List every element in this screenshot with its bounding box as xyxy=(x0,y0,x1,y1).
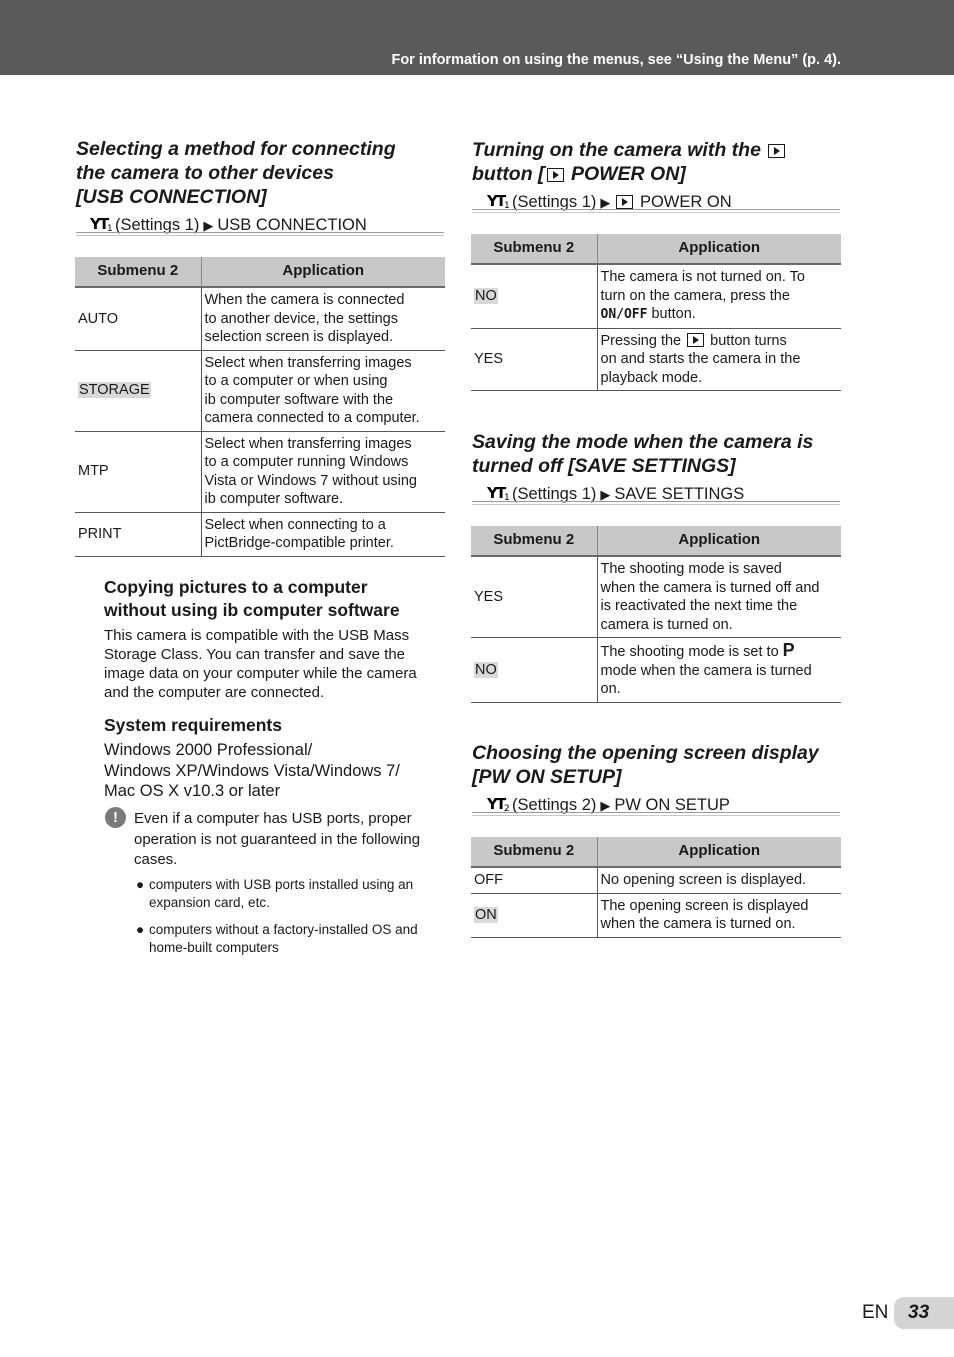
svg-text:Y: Y xyxy=(487,484,498,501)
section-rule xyxy=(472,209,840,213)
svg-text:1: 1 xyxy=(504,201,509,209)
table-header-row xyxy=(471,234,841,264)
table-row xyxy=(75,350,445,431)
language-label: EN xyxy=(862,1302,889,1323)
submenu-option[interactable]: PRINT xyxy=(75,512,201,556)
svg-text:T: T xyxy=(496,192,507,209)
system-requirements-heading: System requirements xyxy=(104,715,282,735)
table-header-row xyxy=(75,257,445,287)
submenu-option[interactable]: MTP xyxy=(75,431,201,512)
save-menu-path: Y T 1 (Settings 1) ▶ SAVE SETTINGS xyxy=(487,484,744,506)
table-row xyxy=(75,431,445,512)
usb-connection-table xyxy=(75,257,445,557)
option-description: Pressing the button turns on and starts the camera in the playback mode. xyxy=(597,328,841,391)
table-row xyxy=(471,638,841,703)
table-header-row xyxy=(471,837,841,867)
section-rule xyxy=(76,232,444,236)
option-description: Select when connecting to a PictBridge-compatible printer. xyxy=(201,512,445,556)
submenu-option[interactable]: AUTO xyxy=(75,287,201,350)
svg-text:T: T xyxy=(496,795,507,812)
save-settings-title: Saving the mode when the camera is turned off [SAVE SETTINGS] xyxy=(472,431,814,477)
submenu-option[interactable]: STORAGE xyxy=(75,350,201,431)
option-description: Select when transferring images to a computer or when using ib computer software with the camera connected to a computer. xyxy=(201,350,445,431)
list-item: ● computers without a factory-installed OS and home-built computers xyxy=(136,922,418,955)
pw-on-setup-title: Choosing the opening screen display [PW ON SETUP] xyxy=(472,742,819,788)
svg-text:T: T xyxy=(99,215,110,232)
column-header: Application xyxy=(597,837,841,867)
table-row xyxy=(471,328,841,391)
list-item: ● computers with USB ports installed using an expansion card, etc. xyxy=(136,877,414,910)
svg-text:Y: Y xyxy=(487,192,498,209)
submenu-option[interactable]: NO xyxy=(471,638,597,703)
playback-button-icon xyxy=(616,195,633,209)
submenu-option[interactable]: NO xyxy=(471,264,597,328)
program-mode-icon: P xyxy=(782,640,795,660)
svg-text:Y: Y xyxy=(487,795,498,812)
system-requirements-list: Windows 2000 Professional/ Windows XP/Windows Vista/Windows 7/ Mac OS X v10.3 or later xyxy=(104,741,400,800)
playback-button-icon xyxy=(768,144,785,158)
table-row xyxy=(75,512,445,556)
submenu-option[interactable]: YES xyxy=(471,556,597,638)
pwon-menu-path: Y T 2 (Settings 2) ▶ PW ON SETUP xyxy=(487,795,730,817)
option-description: No opening screen is displayed. xyxy=(597,867,841,893)
copying-body: This camera is compatible with the USB Mass Storage Class. You can transfer and save the image data on your computer while the camera and the computer are connected. xyxy=(104,627,417,701)
table-row xyxy=(75,287,445,350)
column-header: Submenu 2 xyxy=(75,257,201,287)
bullet-icon: ● xyxy=(136,922,145,937)
svg-text:1: 1 xyxy=(107,224,112,232)
on-off-button-label: ON/OFF xyxy=(600,307,648,322)
column-header: Submenu 2 xyxy=(471,234,597,264)
caution-icon: ! xyxy=(105,807,126,828)
menu-reference-note: For information on using the menus, see “Using the Menu” (p. 4). xyxy=(391,52,841,68)
table-row xyxy=(471,867,841,893)
option-description: When the camera is connected to another device, the settings selection screen is displayed. xyxy=(201,287,445,350)
page-number: 33 xyxy=(908,1302,930,1323)
option-description: The shooting mode is set to P mode when the camera is turned on. xyxy=(597,638,841,703)
option-description: Select when transferring images to a computer running Windows Vista or Windows 7 without using ib computer software. xyxy=(201,431,445,512)
svg-text:1: 1 xyxy=(504,493,509,501)
right-triangle-icon: ▶ xyxy=(203,218,214,233)
bullet-icon: ● xyxy=(136,877,145,892)
option-description: The shooting mode is saved when the camera is turned off and is reactivated the next time the camera is turned on. xyxy=(597,556,841,638)
column-header: Submenu 2 xyxy=(471,837,597,867)
submenu-option[interactable]: OFF xyxy=(471,867,597,893)
header-bar xyxy=(0,0,954,75)
playback-button-icon xyxy=(687,333,704,347)
right-triangle-icon: ▶ xyxy=(600,798,611,813)
playback-button-icon xyxy=(547,168,564,182)
section-rule xyxy=(472,812,840,816)
copying-subheading: Copying pictures to a computer without using ib computer software xyxy=(104,577,400,620)
section-rule xyxy=(472,501,840,505)
option-description: The camera is not turned on. To turn on the camera, press the ON/OFF button. xyxy=(597,264,841,328)
column-header: Application xyxy=(597,234,841,264)
column-header: Application xyxy=(201,257,445,287)
svg-text:T: T xyxy=(496,484,507,501)
submenu-option[interactable]: ON xyxy=(471,893,597,937)
power-on-table xyxy=(471,234,841,391)
option-description: The opening screen is displayed when the camera is turned on. xyxy=(597,893,841,937)
compatibility-warning: Even if a computer has USB ports, proper operation is not guaranteed in the following cases. xyxy=(134,810,421,868)
svg-text:2: 2 xyxy=(504,804,509,812)
power-on-title: Turning on the camera with the button [ POWER ON] xyxy=(472,138,852,186)
save-settings-table xyxy=(471,526,841,703)
submenu-option[interactable]: YES xyxy=(471,328,597,391)
column-header: Application xyxy=(597,526,841,556)
power-menu-path: Y T 1 (Settings 1) ▶ POWER ON xyxy=(487,192,732,214)
table-header-row xyxy=(471,526,841,556)
right-triangle-icon: ▶ xyxy=(600,487,611,502)
usb-menu-path: Y T 1 (Settings 1) ▶ USB CONNECTION xyxy=(90,215,367,237)
table-row xyxy=(471,556,841,638)
pw-on-setup-table xyxy=(471,837,841,938)
column-header: Submenu 2 xyxy=(471,526,597,556)
svg-text:Y: Y xyxy=(90,215,101,232)
usb-connection-title: Selecting a method for connecting the camera to other devices [USB CONNECTION] xyxy=(76,138,396,208)
right-triangle-icon: ▶ xyxy=(600,195,611,210)
table-row xyxy=(471,893,841,937)
table-row xyxy=(471,264,841,328)
